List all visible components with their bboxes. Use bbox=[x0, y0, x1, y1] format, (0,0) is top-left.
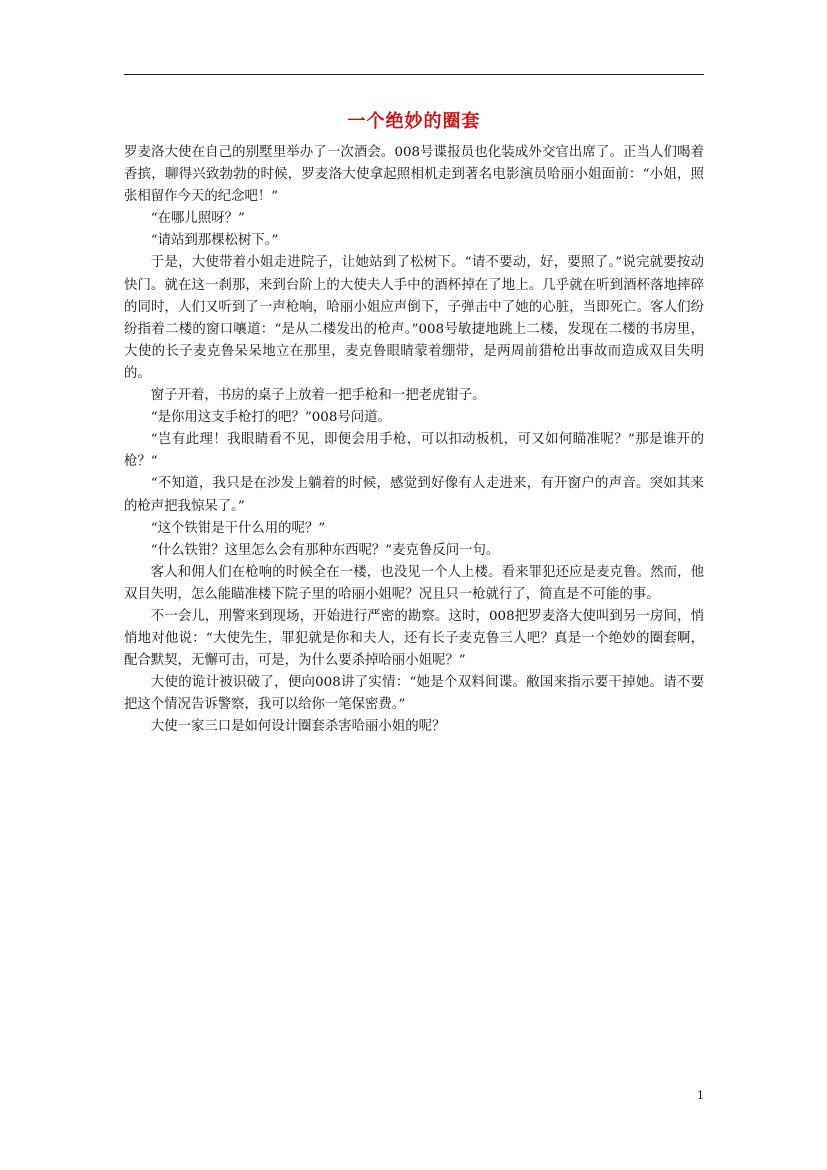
paragraph: 不一会儿，刑警来到现场，开始进行严密的勘察。这时，008把罗麦洛大使叫到另一房间，悄悄地对他说：“大使先生，罪犯就是你和夫人，还有长子麦克鲁三人吧？真是一个绝妙的圈套啊，配合默契，无懈可击，可是，为什么要杀掉哈丽小姐呢？” bbox=[124, 608, 704, 669]
article-body bbox=[124, 142, 704, 739]
page-number: 1 bbox=[697, 1089, 704, 1102]
paragraph: 客人和佣人们在枪响的时候全在一楼，也没见一个人上楼。看来罪犯还应是麦克鲁。然而，他双目失明，怎么能瞄准楼下院子里的哈丽小姐呢？况且只一枪就行了，简直是不可能的事。 bbox=[124, 564, 704, 602]
paragraph: 大使一家三口是如何设计圈套杀害哈丽小姐的呢？ bbox=[150, 719, 446, 735]
paragraph: “在哪儿照呀？” bbox=[150, 211, 245, 227]
paragraph: “是你用这支手枪打的吧？”008号问道。 bbox=[150, 410, 391, 426]
paragraph: 大使的诡计被识破了，便向008讲了实情：“她是个双料间谍。敝国来指示要干掉她。请不要把这个情况告诉警察，我可以给你一笔保密费。” bbox=[124, 675, 704, 713]
paragraph: 于是，大使带着小姐走进院子，让她站到了松树下。“请不要动，好，要照了。”说完就要按动快门。就在这一刹那，来到台阶上的大使夫人手中的酒杯掉在了地上。几乎就在听到酒杯落地摔碎的同时，人们又听到了一声枪响，哈丽小姐应声倒下，子弹击中了她的心脏，当即死亡。客人们纷纷指着二楼的窗口嚷道：“是从二楼发出的枪声。”008号敏捷地跳上二楼，发现在二楼的书房里，大使的长子麦克鲁呆呆地立在那里，麦克鲁眼睛蒙着绷带，是两周前猎枪出事故而造成双目失明的。 bbox=[124, 255, 704, 381]
paragraph: “什么铁钳？这里怎么会有那种东西呢？”麦克鲁反问一句。 bbox=[150, 542, 500, 558]
paragraph: 窗子开着，书房的桌子上放着一把手枪和一把老虎钳子。 bbox=[150, 388, 486, 404]
paragraph: 罗麦洛大使在自己的别墅里举办了一次酒会。008号谍报员也化装成外交官出席了。正当人们喝着香摈，聊得兴致勃勃的时候，罗麦洛大使拿起照相机走到著名电影演员哈丽小姐面前：“小姐，照张相留作今天的纪念吧！” bbox=[124, 145, 704, 205]
paragraph: “请站到那棵松树下。” bbox=[150, 233, 279, 249]
page-title: 一个绝妙的圈套 bbox=[347, 111, 481, 132]
paragraph: “岂有此理！我眼睛看不见，即便会用手枪，可以扣动板机，可又如何瞄准呢？”那是谁开的枪？“ bbox=[124, 432, 704, 470]
paragraph: “不知道，我只是在沙发上躺着的时候，感觉到好像有人走进来，有开窗户的声音。突如其来的枪声把我惊呆了。” bbox=[124, 476, 704, 514]
header-rule bbox=[124, 74, 704, 75]
paragraph: “这个铁钳是干什么用的呢？” bbox=[150, 520, 326, 536]
